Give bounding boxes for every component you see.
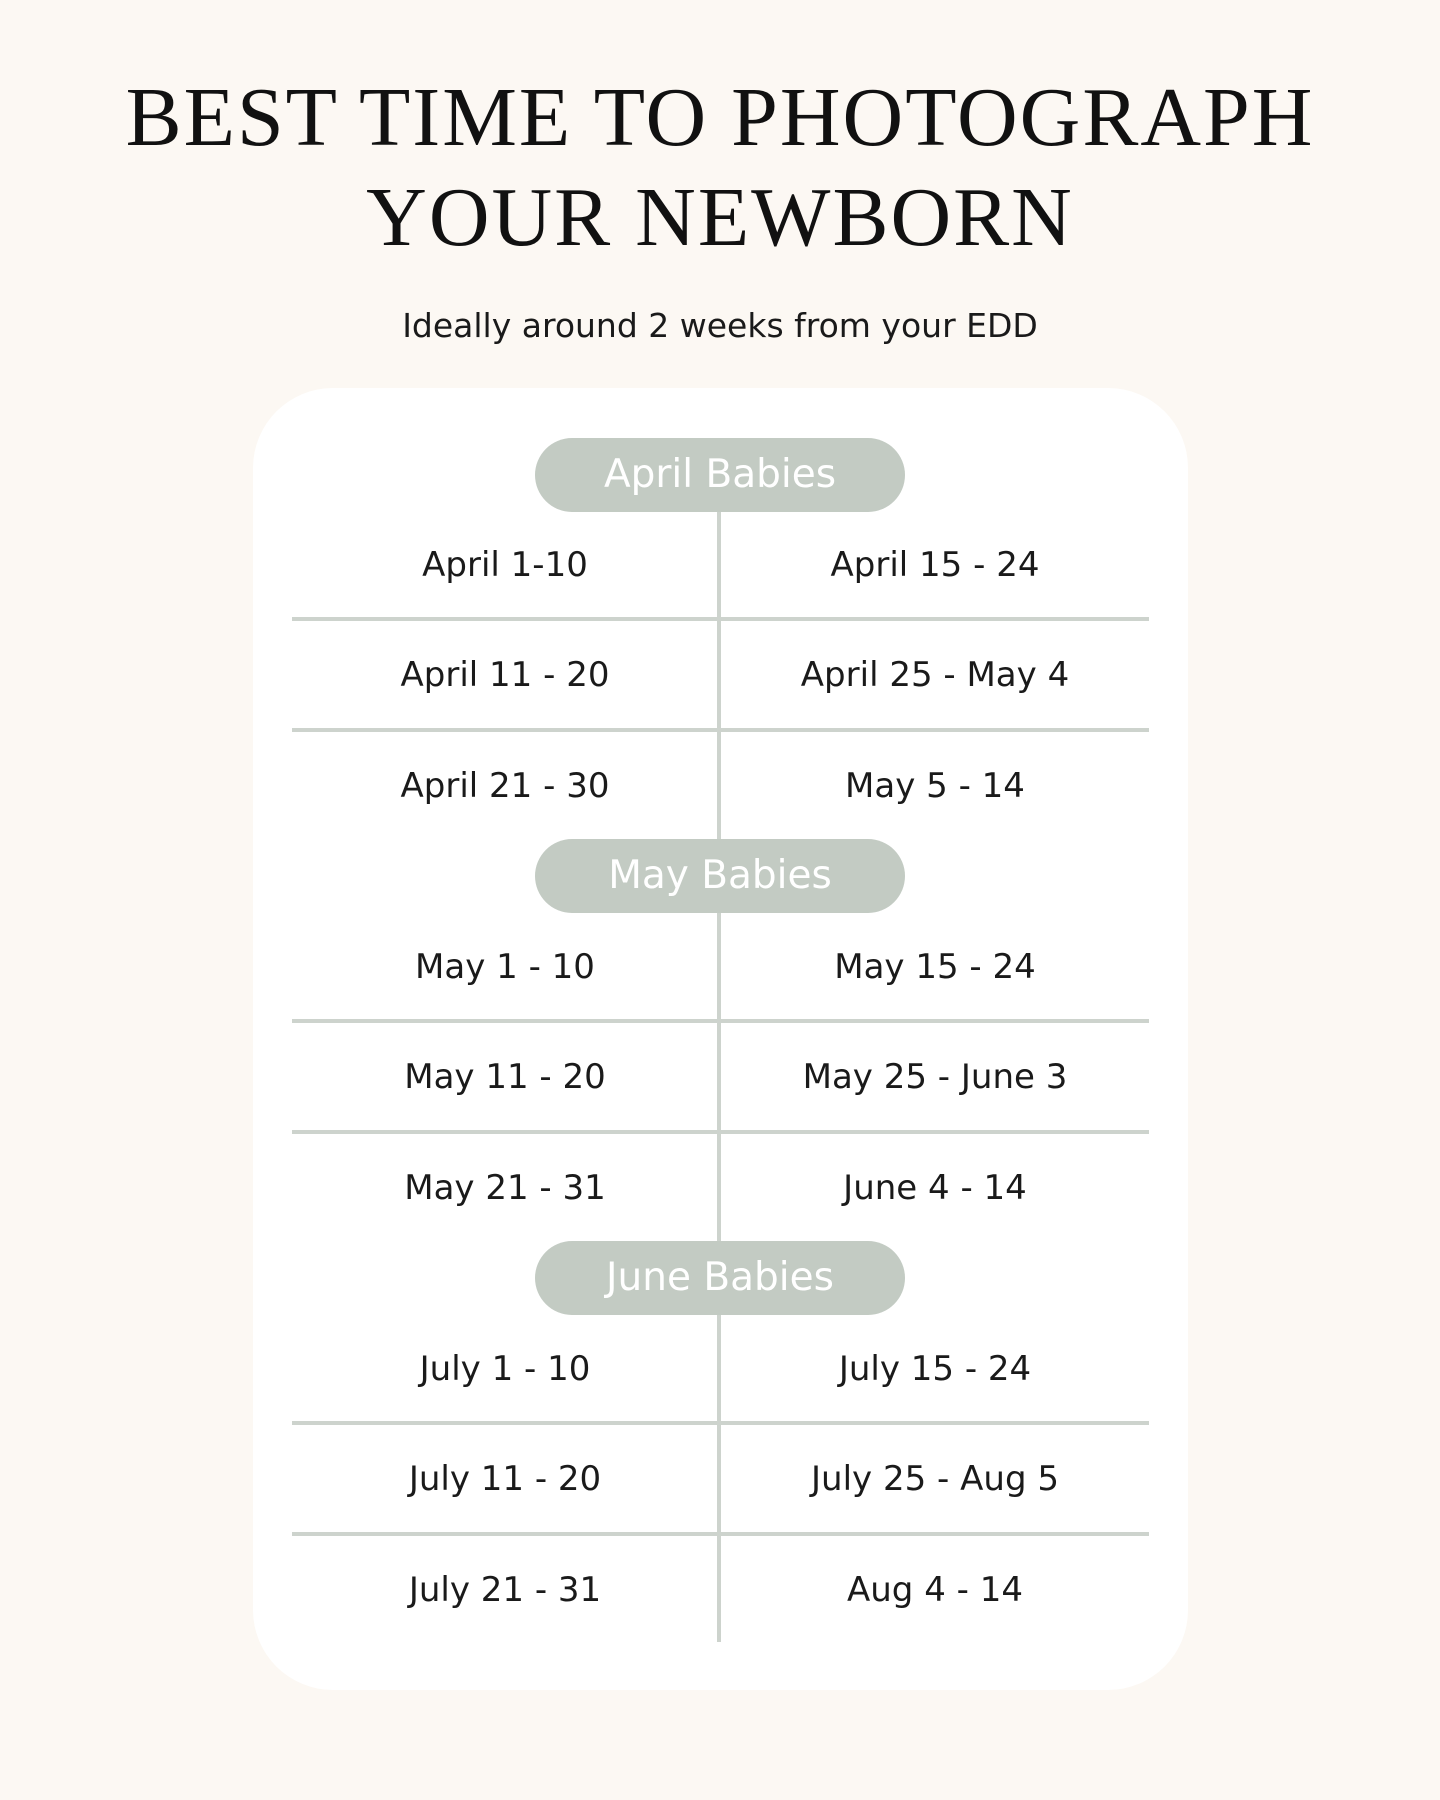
row-divider xyxy=(292,728,1149,732)
date-range-cell: May 15 - 24 xyxy=(834,947,1036,987)
date-range-cell: July 15 - 24 xyxy=(838,1349,1032,1389)
date-range-cell: April 1-10 xyxy=(422,545,588,585)
date-range-cell: April 11 - 20 xyxy=(400,655,610,695)
date-range-cell: May 5 - 14 xyxy=(845,766,1025,806)
row-divider xyxy=(292,1019,1149,1023)
date-range-cell: May 25 - June 3 xyxy=(802,1057,1068,1097)
page-title-line-2: YOUR NEWBORN xyxy=(366,171,1074,264)
date-range-cell: May 21 - 31 xyxy=(404,1168,606,1208)
date-range-cell: July 1 - 10 xyxy=(419,1349,591,1389)
date-range-cell: May 11 - 20 xyxy=(404,1057,606,1097)
date-range-cell: July 11 - 20 xyxy=(408,1459,602,1499)
date-range-cell: July 25 - Aug 5 xyxy=(811,1459,1059,1499)
date-range-cell: May 1 - 10 xyxy=(415,947,595,987)
row-divider xyxy=(292,617,1149,621)
row-divider xyxy=(292,1532,1149,1536)
page-title-line-1: BEST TIME TO PHOTOGRAPH xyxy=(125,71,1315,164)
row-divider xyxy=(292,1421,1149,1425)
date-range-cell: April 21 - 30 xyxy=(400,766,610,806)
date-range-cell: July 21 - 31 xyxy=(408,1570,602,1610)
group-header-april: April Babies xyxy=(535,438,905,512)
date-range-cell: April 15 - 24 xyxy=(830,545,1040,585)
row-divider xyxy=(292,1130,1149,1134)
group-header-may: May Babies xyxy=(535,839,905,913)
date-range-cell: April 25 - May 4 xyxy=(800,655,1070,695)
date-range-cell: June 4 - 14 xyxy=(843,1168,1027,1208)
group-header-june: June Babies xyxy=(535,1241,905,1315)
subtitle: Ideally around 2 weeks from your EDD xyxy=(402,306,1038,345)
date-range-cell: Aug 4 - 14 xyxy=(847,1570,1023,1610)
